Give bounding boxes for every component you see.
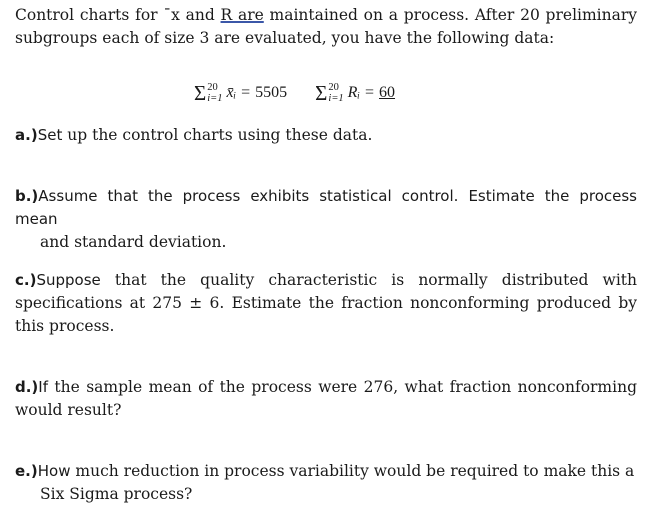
intro-text-3: maintained on a process. After 20 preliminary subgroups each of size 3 are evaluated, you have the following data: bbox=[15, 6, 638, 47]
sum-lower-limit: i=1 bbox=[328, 93, 344, 104]
question-d bbox=[15, 376, 637, 422]
sum-of-r bbox=[315, 82, 395, 104]
sum-upper-limit: 20 bbox=[328, 82, 339, 93]
sigma-symbol: Σ bbox=[315, 80, 328, 105]
sigma-symbol: Σ bbox=[194, 80, 207, 105]
question-c bbox=[15, 269, 637, 338]
sum-limits bbox=[328, 82, 343, 104]
question-text-continued: Six Sigma process? bbox=[40, 485, 193, 503]
sum-value: 60 bbox=[379, 84, 396, 101]
sum-term: Rᵢ bbox=[347, 84, 360, 101]
equals-sign: = bbox=[364, 84, 375, 101]
intro-text-1: Control charts for bbox=[15, 6, 164, 24]
question-lead: How bbox=[37, 462, 71, 480]
question-e bbox=[15, 460, 637, 506]
question-text: up the control charts using these data. bbox=[62, 126, 373, 144]
problem-intro bbox=[15, 4, 637, 50]
equals-sign: = bbox=[241, 84, 251, 101]
question-text-continued: and standard deviation. bbox=[40, 233, 227, 251]
xbar-symbol: ¯x bbox=[163, 6, 180, 24]
question-text: that the quality characteristic is normally distributed with specifications at 275 ± 6. Estimate the fraction nonconforming produced by this process. bbox=[15, 271, 637, 335]
question-label: e.) bbox=[15, 462, 38, 480]
sum-lower-limit: i=1 bbox=[207, 93, 223, 104]
sum-limits bbox=[207, 82, 222, 104]
question-label: a.) bbox=[15, 126, 38, 144]
intro-text-2: and bbox=[179, 6, 221, 24]
question-label: b.) bbox=[15, 187, 39, 205]
question-lead: Set bbox=[37, 126, 63, 144]
question-text: much reduction in process variability would be required to make this a bbox=[70, 462, 635, 480]
sum-value: 5505 bbox=[255, 84, 288, 101]
sum-upper-limit: 20 bbox=[207, 82, 218, 93]
rbar-symbol: R are bbox=[220, 6, 264, 24]
question-text: the sample mean of the process were 276, what fraction nonconforming would result? bbox=[15, 378, 637, 419]
question-b bbox=[15, 185, 637, 254]
sum-term: x̄ᵢ bbox=[226, 84, 237, 101]
question-label: d.) bbox=[15, 378, 39, 396]
summation-formulas bbox=[194, 82, 395, 104]
sum-of-xbar bbox=[194, 82, 287, 104]
question-label: c.) bbox=[15, 271, 37, 289]
question-a bbox=[15, 124, 637, 147]
question-lead: If bbox=[38, 378, 49, 396]
question-lead: Assume that the process exhibits statistical control. Estimate the process mean bbox=[15, 187, 637, 228]
question-lead: Suppose bbox=[36, 271, 101, 289]
